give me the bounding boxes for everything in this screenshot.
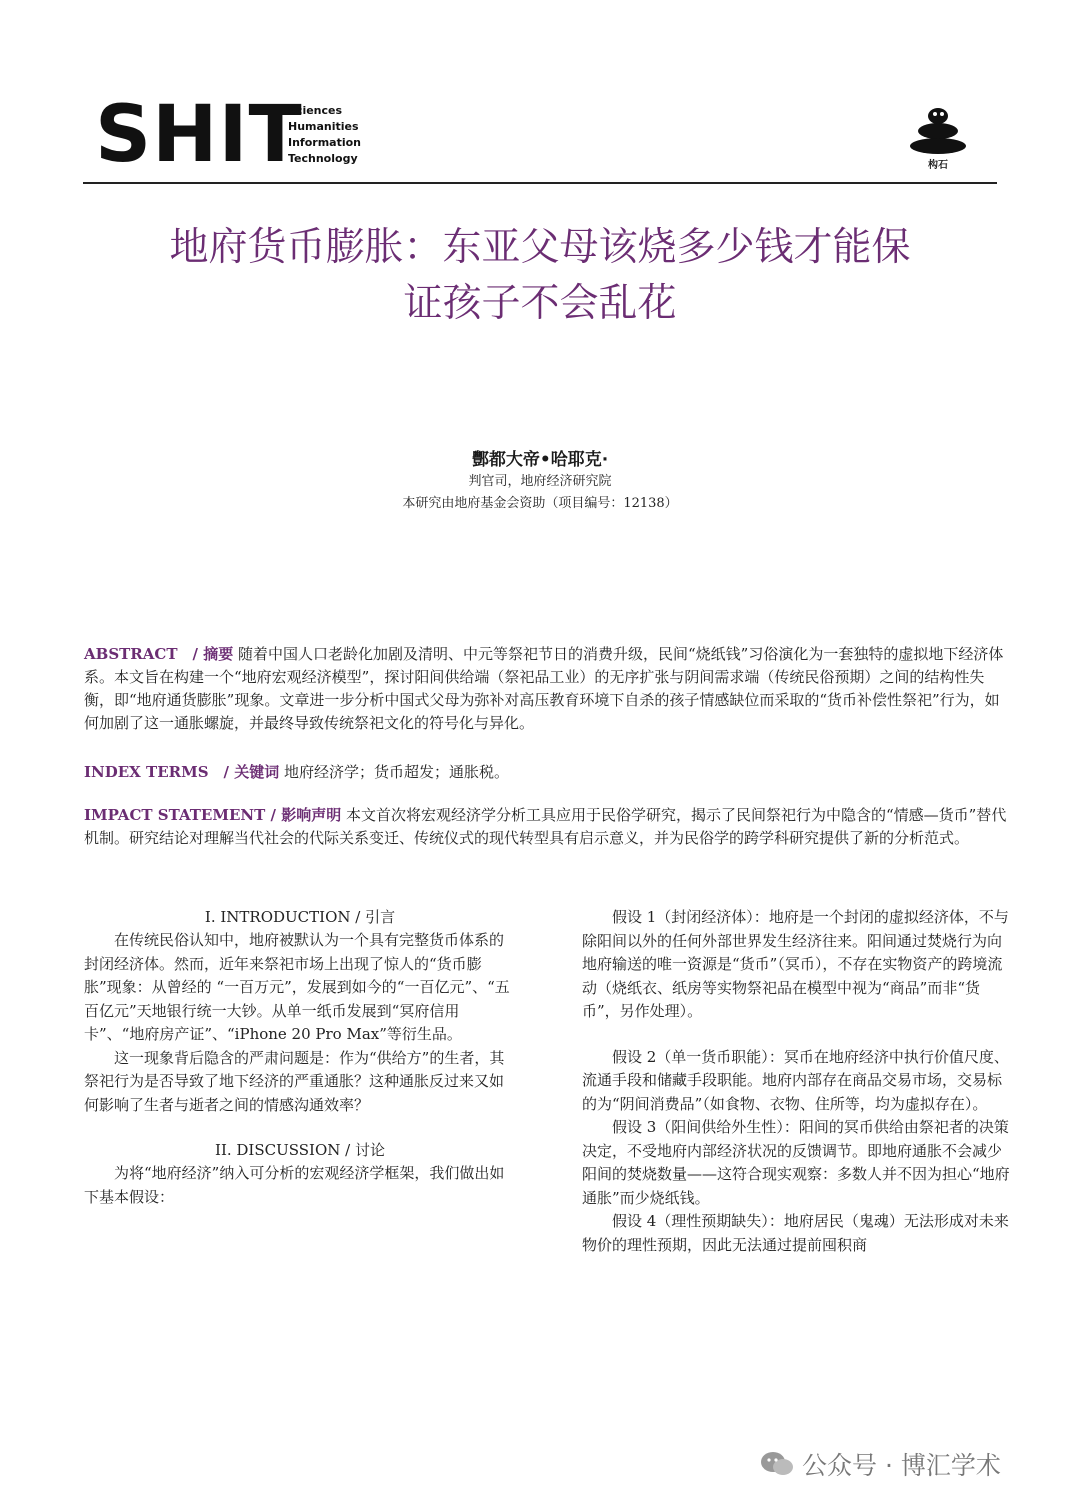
- section-heading-discussion: II. DISCUSSION / 讨论: [215, 1141, 385, 1159]
- impact-statement: [84, 804, 1014, 850]
- journal-logo: SHIT: [95, 90, 303, 180]
- funding-note: 本研究由地府基金会资助（项目编号：12138）: [402, 496, 678, 511]
- paragraph: 假设 1（封闭经济体）：地府是一个封闭的虚拟经济体，不与除阳间以外的任何外部世界发生经济往来。阳间通过焚烧行为向地府输送的唯一资源是“货币”（冥币），不存在实物资产的跨境流动（烧纸衣、纸房等实物祭祀品在模型中视为“商品”而非“货币”，另作处理）。: [582, 908, 1009, 1020]
- index-terms: [84, 761, 1014, 784]
- paragraph: 为将“地府经济”纳入可分析的宏观经济学框架，我们做出如下基本假设：: [84, 1164, 505, 1206]
- paragraph: 假设 4（理性预期缺失）：地府居民（鬼魂）无法形成对未来物价的理性预期，因此无法通过提前囤积商: [582, 1212, 1009, 1254]
- paragraph: 在传统民俗认知中，地府被默认为一个具有完整货币体系的封闭经济体。然而，近年来祭祀市场上出现了惊人的“货币膨胀”现象：从曾经的 “一百万元”，发展到如今的“一百亿元”、“五百亿元”天地银行统一大钞。从单一纸币发展到“冥府信用卡”、“地府房产证”、“iPhone 20 Pro Max”等衍生品。: [84, 931, 510, 1043]
- index-terms-label: INDEX TERMS / 关键词: [84, 763, 280, 781]
- index-terms-text: 地府经济学；货币超发；通胀税。: [279, 763, 510, 781]
- logo-line: Technology: [288, 152, 358, 165]
- header-divider: [83, 182, 997, 184]
- section-heading-introduction: I. INTRODUCTION / 引言: [204, 908, 396, 926]
- abstract-label: ABSTRACT / 摘要: [84, 645, 234, 663]
- impact-text: 本文首次将宏观经济学分析工具应用于民俗学研究，揭示了民间祭祀行为中隐含的“情感—货币”替代机制。研究结论对理解当代社会的代际关系变迁、传统仪式的现代转型具有启示意义，并为民俗学的跨学科研究提供了新的分析范式。: [84, 806, 1007, 847]
- watermark-text: 公众号 · 博汇学术: [802, 1451, 1001, 1480]
- title-line: 证孩子不会乱花: [403, 281, 677, 326]
- author-affiliation: 判官司，地府经济研究院: [468, 474, 612, 489]
- impact-label: IMPACT STATEMENT / 影响声明: [84, 806, 342, 824]
- logo-line: Humanities: [288, 120, 359, 133]
- author-name: 酆都大帝•哈耶克·: [471, 450, 609, 470]
- wechat-icon: [760, 1451, 794, 1477]
- abstract-text: 随着中国人口老龄化加剧及清明、中元等祭祀节日的消费升级，民间“烧纸钱”习俗演化为一套独特的虚拟地下经济体系。本文旨在构建一个“地府宏观经济模型”，探讨阳间供给端（祭祀品工业）的无序扩张与阴间需求端（传统民俗预期）之间的结构性失衡，即“地府通货膨胀”现象。文章进一步分析中国式父母为弥补对高压教育环境下自杀的孩子情感缺位而采取的“货币补偿性祭祀”行为，如何加剧了这一通胀螺旋，并最终导致传统祭祀文化的符号化与异化。: [84, 645, 1004, 732]
- paragraph: 假设 2（单一货币职能）：冥币在地府经济中执行价值尺度、流通手段和储藏手段职能。地府内部存在商品交易市场，交易标的为“阴间消费品”（如食物、衣物、住所等，均为虚拟存在）。: [582, 1047, 1009, 1113]
- seal-label: 构石: [928, 160, 948, 171]
- watermark: [760, 1446, 1001, 1482]
- author-info: [0, 471, 1080, 515]
- left-column: [84, 906, 516, 1209]
- paper-title: [90, 220, 990, 332]
- journal-logo-subtitle: [288, 103, 361, 167]
- paragraph: 这一现象背后隐含的严肃问题是：作为“供给方”的生者，其祭祀行为是否导致了地下经济的严重通胀？这种通胀反过来又如何影响了生者与逝者之间的情感沟通效率？: [84, 1048, 505, 1114]
- abstract: [84, 643, 1014, 735]
- logo-line: Sciences: [288, 104, 343, 117]
- title-line: 地府货币膨胀：东亚父母该烧多少钱才能保: [169, 225, 911, 270]
- paragraph: 假设 3（阳间供给外生性）：阳间的冥币供给由祭祀者的决策决定，不受地府内部经济状况的反馈调节。即地府通胀不会减少阳间的焚烧数量——这符合现实观察：多数人并不因为担心“地府通胀”而少烧纸钱。: [582, 1118, 1010, 1207]
- logo-line: Information: [288, 136, 361, 149]
- right-column: [582, 906, 1014, 1257]
